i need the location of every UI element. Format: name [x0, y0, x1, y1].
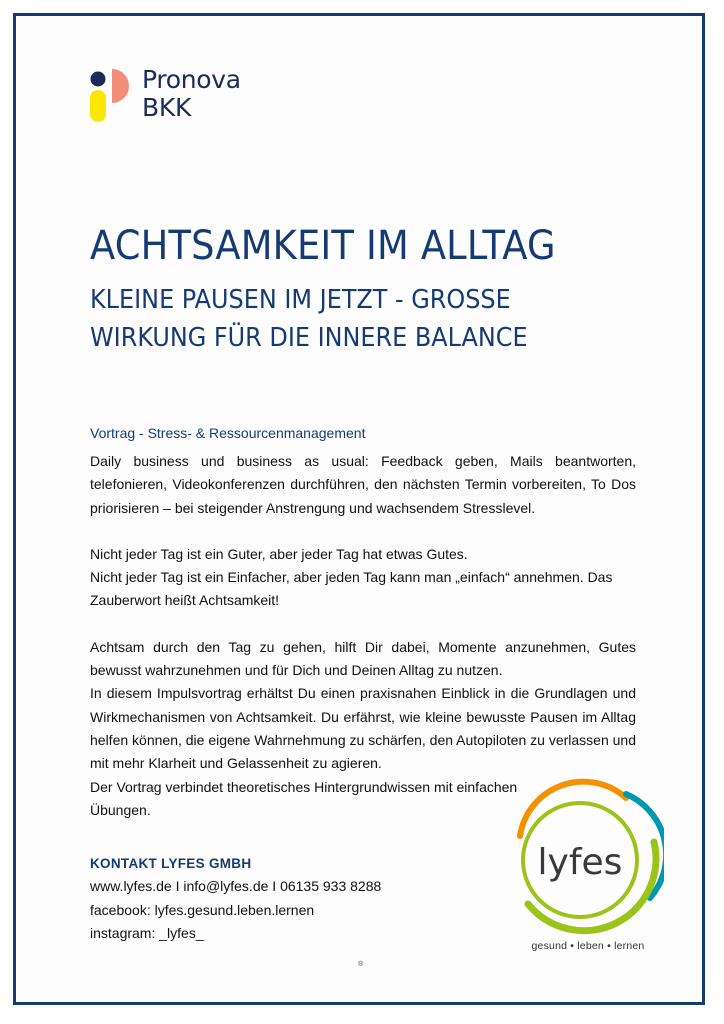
contact-web-mail-phone: www.lyfes.de I info@lyfes.de I 06135 933 8288: [90, 878, 382, 895]
lyfes-tagline: gesund • leben • lernen: [531, 940, 645, 952]
registered-mark: ®: [358, 961, 364, 968]
contact-facebook: facebook: lyfes.gesund.leben.lernen: [90, 901, 315, 918]
lyfes-logo: [506, 772, 664, 958]
category-label: Vortrag - Stress- & Ressourcenmanagement: [90, 425, 366, 441]
paragraph-lecture-line-2: Übungen.: [90, 801, 151, 818]
pronova-mark-icon: [86, 66, 136, 126]
page-title: ACHTSAMKEIT IM ALLTAG: [90, 223, 556, 269]
subtitle-line-2: WIRKUNG FÜR DIE INNERE BALANCE: [90, 323, 528, 353]
paragraph-impulse: In diesem Impulsvortrag erhältst Du einen praxisnahen Einblick in die Grundlagen und Wirkmechanismen von Achtsamkeit. Du erfährst, wie kleine bewusste Pausen im Alltag helfen können, die eigene Wahrnehmung zu schärfen, den Autopiloten zu verlassen und mit mehr Klarheit und Gelassenheit zu agieren.: [90, 685, 636, 772]
pronova-bkk-logo: [86, 66, 266, 128]
paragraph-good-day: Nicht jeder Tag ist ein Guter, aber jeder Tag hat etwas Gutes.: [90, 545, 468, 562]
contact-heading: KONTAKT LYFES GMBH: [90, 856, 252, 871]
lyfes-wordmark: lyfes: [537, 842, 623, 883]
paragraph-intro: Daily business und business as usual: Feedback geben, Mails beantworten, telefonieren, Videokonferenzen durchführen, den nächsten Termin vorbereiten, To Dos priorisieren – bei steigender Anstrengung und wachsendem Stresslevel.: [90, 453, 636, 516]
paragraph-lecture-line-1: Der Vortrag verbindet theoretisches Hintergrundwissen mit einfachen: [90, 778, 518, 795]
contact-instagram: instagram: _lyfes_: [90, 924, 204, 941]
page-subtitle: [90, 281, 605, 357]
paragraph-easy-day: Nicht jeder Tag ist ein Einfacher, aber jeden Tag kann man „einfach“ annehmen. Das Zauberwort heißt Achtsamkeit!: [90, 569, 613, 609]
contact-block: [90, 852, 450, 945]
brand-line-2: BKK: [142, 93, 192, 122]
brand-name: [142, 66, 241, 122]
brand-line-1: Pronova: [142, 65, 241, 94]
paragraph-mindful: Achtsam durch den Tag zu gehen, hilft Dir dabei, Momente anzunehmen, Gutes bewusst wahrzunehmen und für Dich und Deinen Alltag zu nutzen.: [90, 638, 636, 679]
body-text: [90, 450, 636, 822]
subtitle-line-1: KLEINE PAUSEN IM JETZT - GROSSE: [90, 285, 511, 315]
